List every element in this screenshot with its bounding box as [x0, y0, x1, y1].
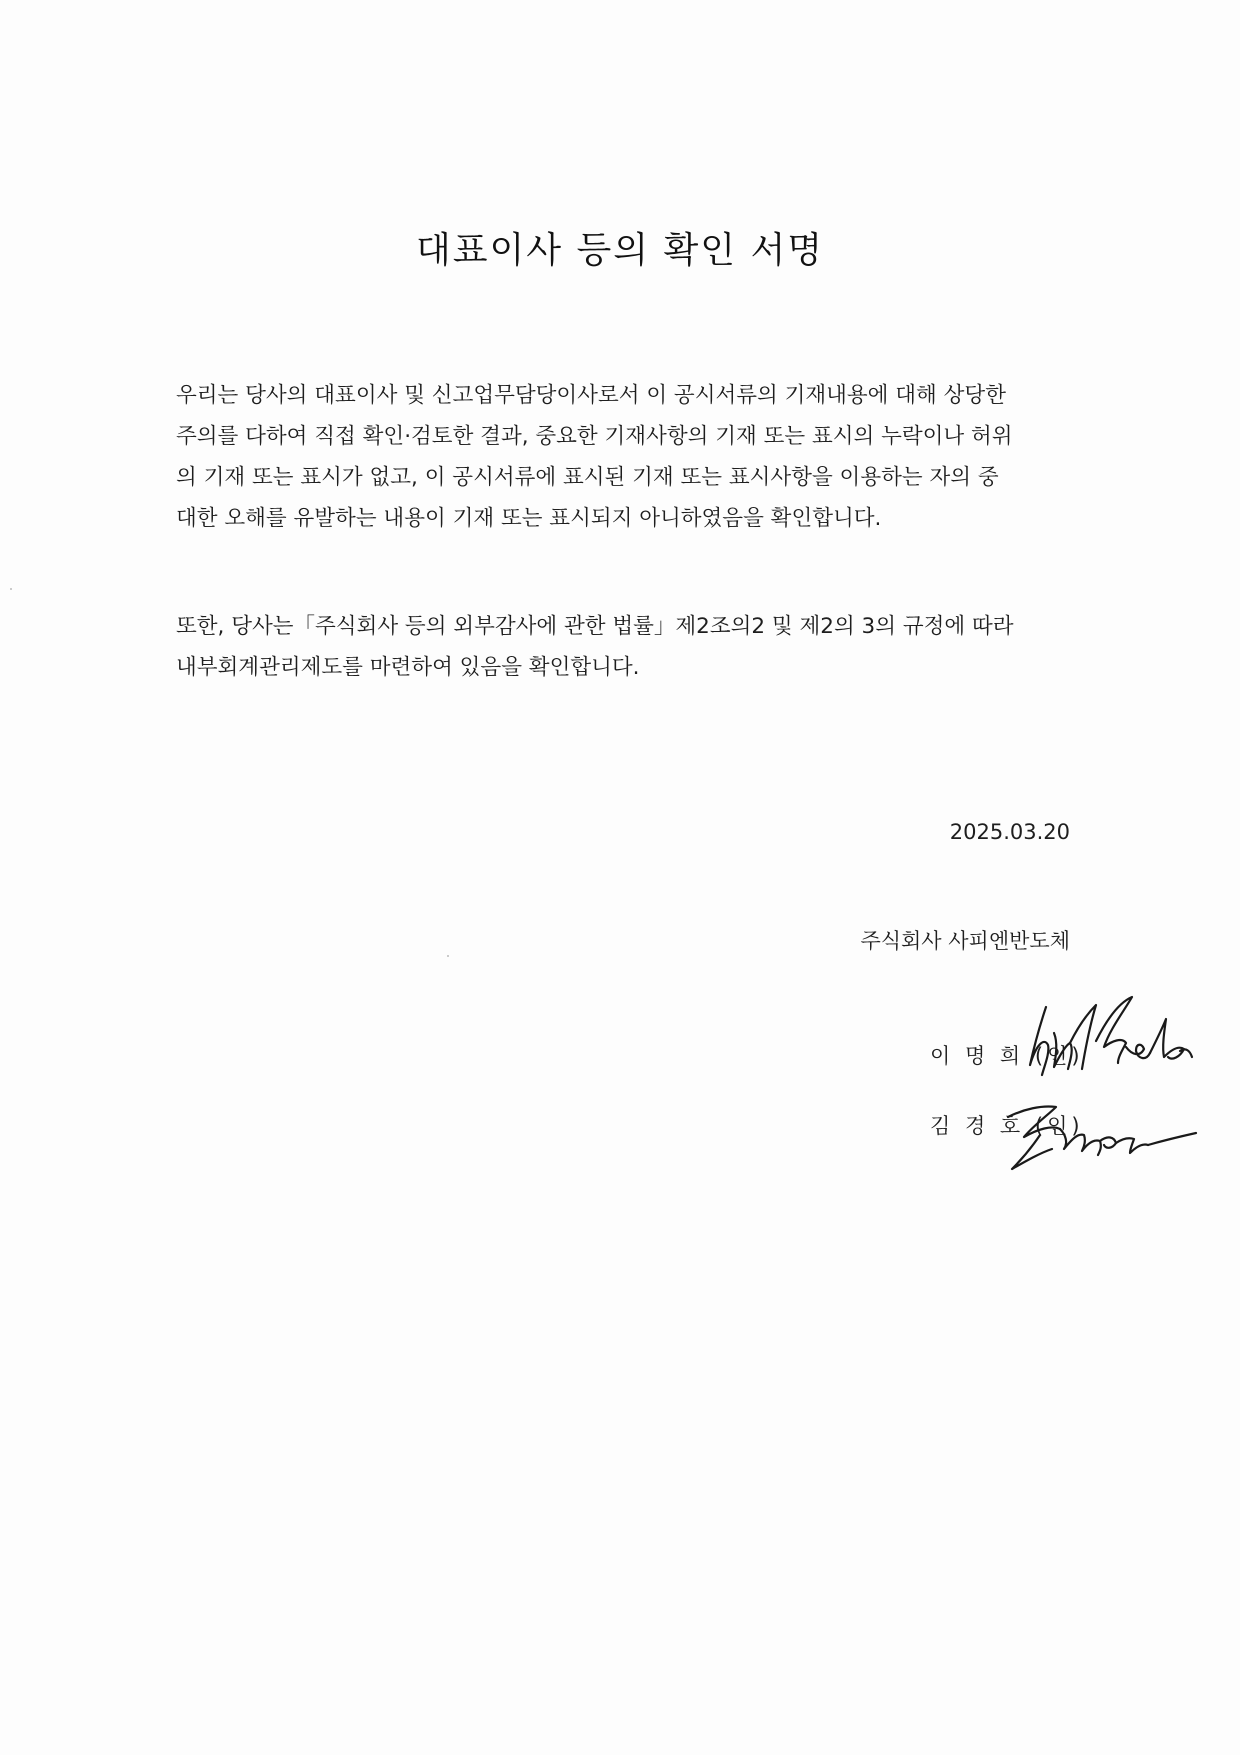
- scan-speck: [10, 588, 12, 590]
- paragraph-line: 우리는 당사의 대표이사 및 신고업무담당이사로서 이 공시서류의 기재내용에 대해 상당한: [176, 383, 1006, 408]
- paragraph-line: 내부회계관리제도를 마련하여 있음을 확인합니다.: [176, 655, 640, 680]
- scan-speck: [447, 955, 449, 957]
- signatory-name: 이 명 희 (인): [930, 1044, 1084, 1068]
- company-name: 주식회사 사피엔반도체: [860, 929, 1070, 953]
- paragraph-line: 주의를 다하여 직접 확인·검토한 결과, 중요한 기재사항의 기재 또는 표시의 누락이나 허위: [176, 424, 1013, 449]
- paragraph-line: 또한, 당사는「주식회사 등의 외부감사에 관한 법률」제2조의2 및 제2의 3의 규정에 따라: [176, 614, 1014, 639]
- confirmation-paragraph: [176, 375, 1076, 539]
- document-date: 2025.03.20: [949, 820, 1070, 844]
- internal-control-paragraph: [176, 606, 1076, 688]
- document-title: 대표이사 등의 확인 서명: [415, 230, 825, 271]
- signatory-name: 김 경 호 (인): [930, 1114, 1084, 1138]
- paragraph-line: 의 기재 또는 표시가 없고, 이 공시서류에 표시된 기재 또는 표시사항을 이용하는 자의 중: [176, 465, 999, 490]
- paragraph-line: 대한 오해를 유발하는 내용이 기재 또는 표시되지 아니하였음을 확인합니다.: [176, 506, 882, 531]
